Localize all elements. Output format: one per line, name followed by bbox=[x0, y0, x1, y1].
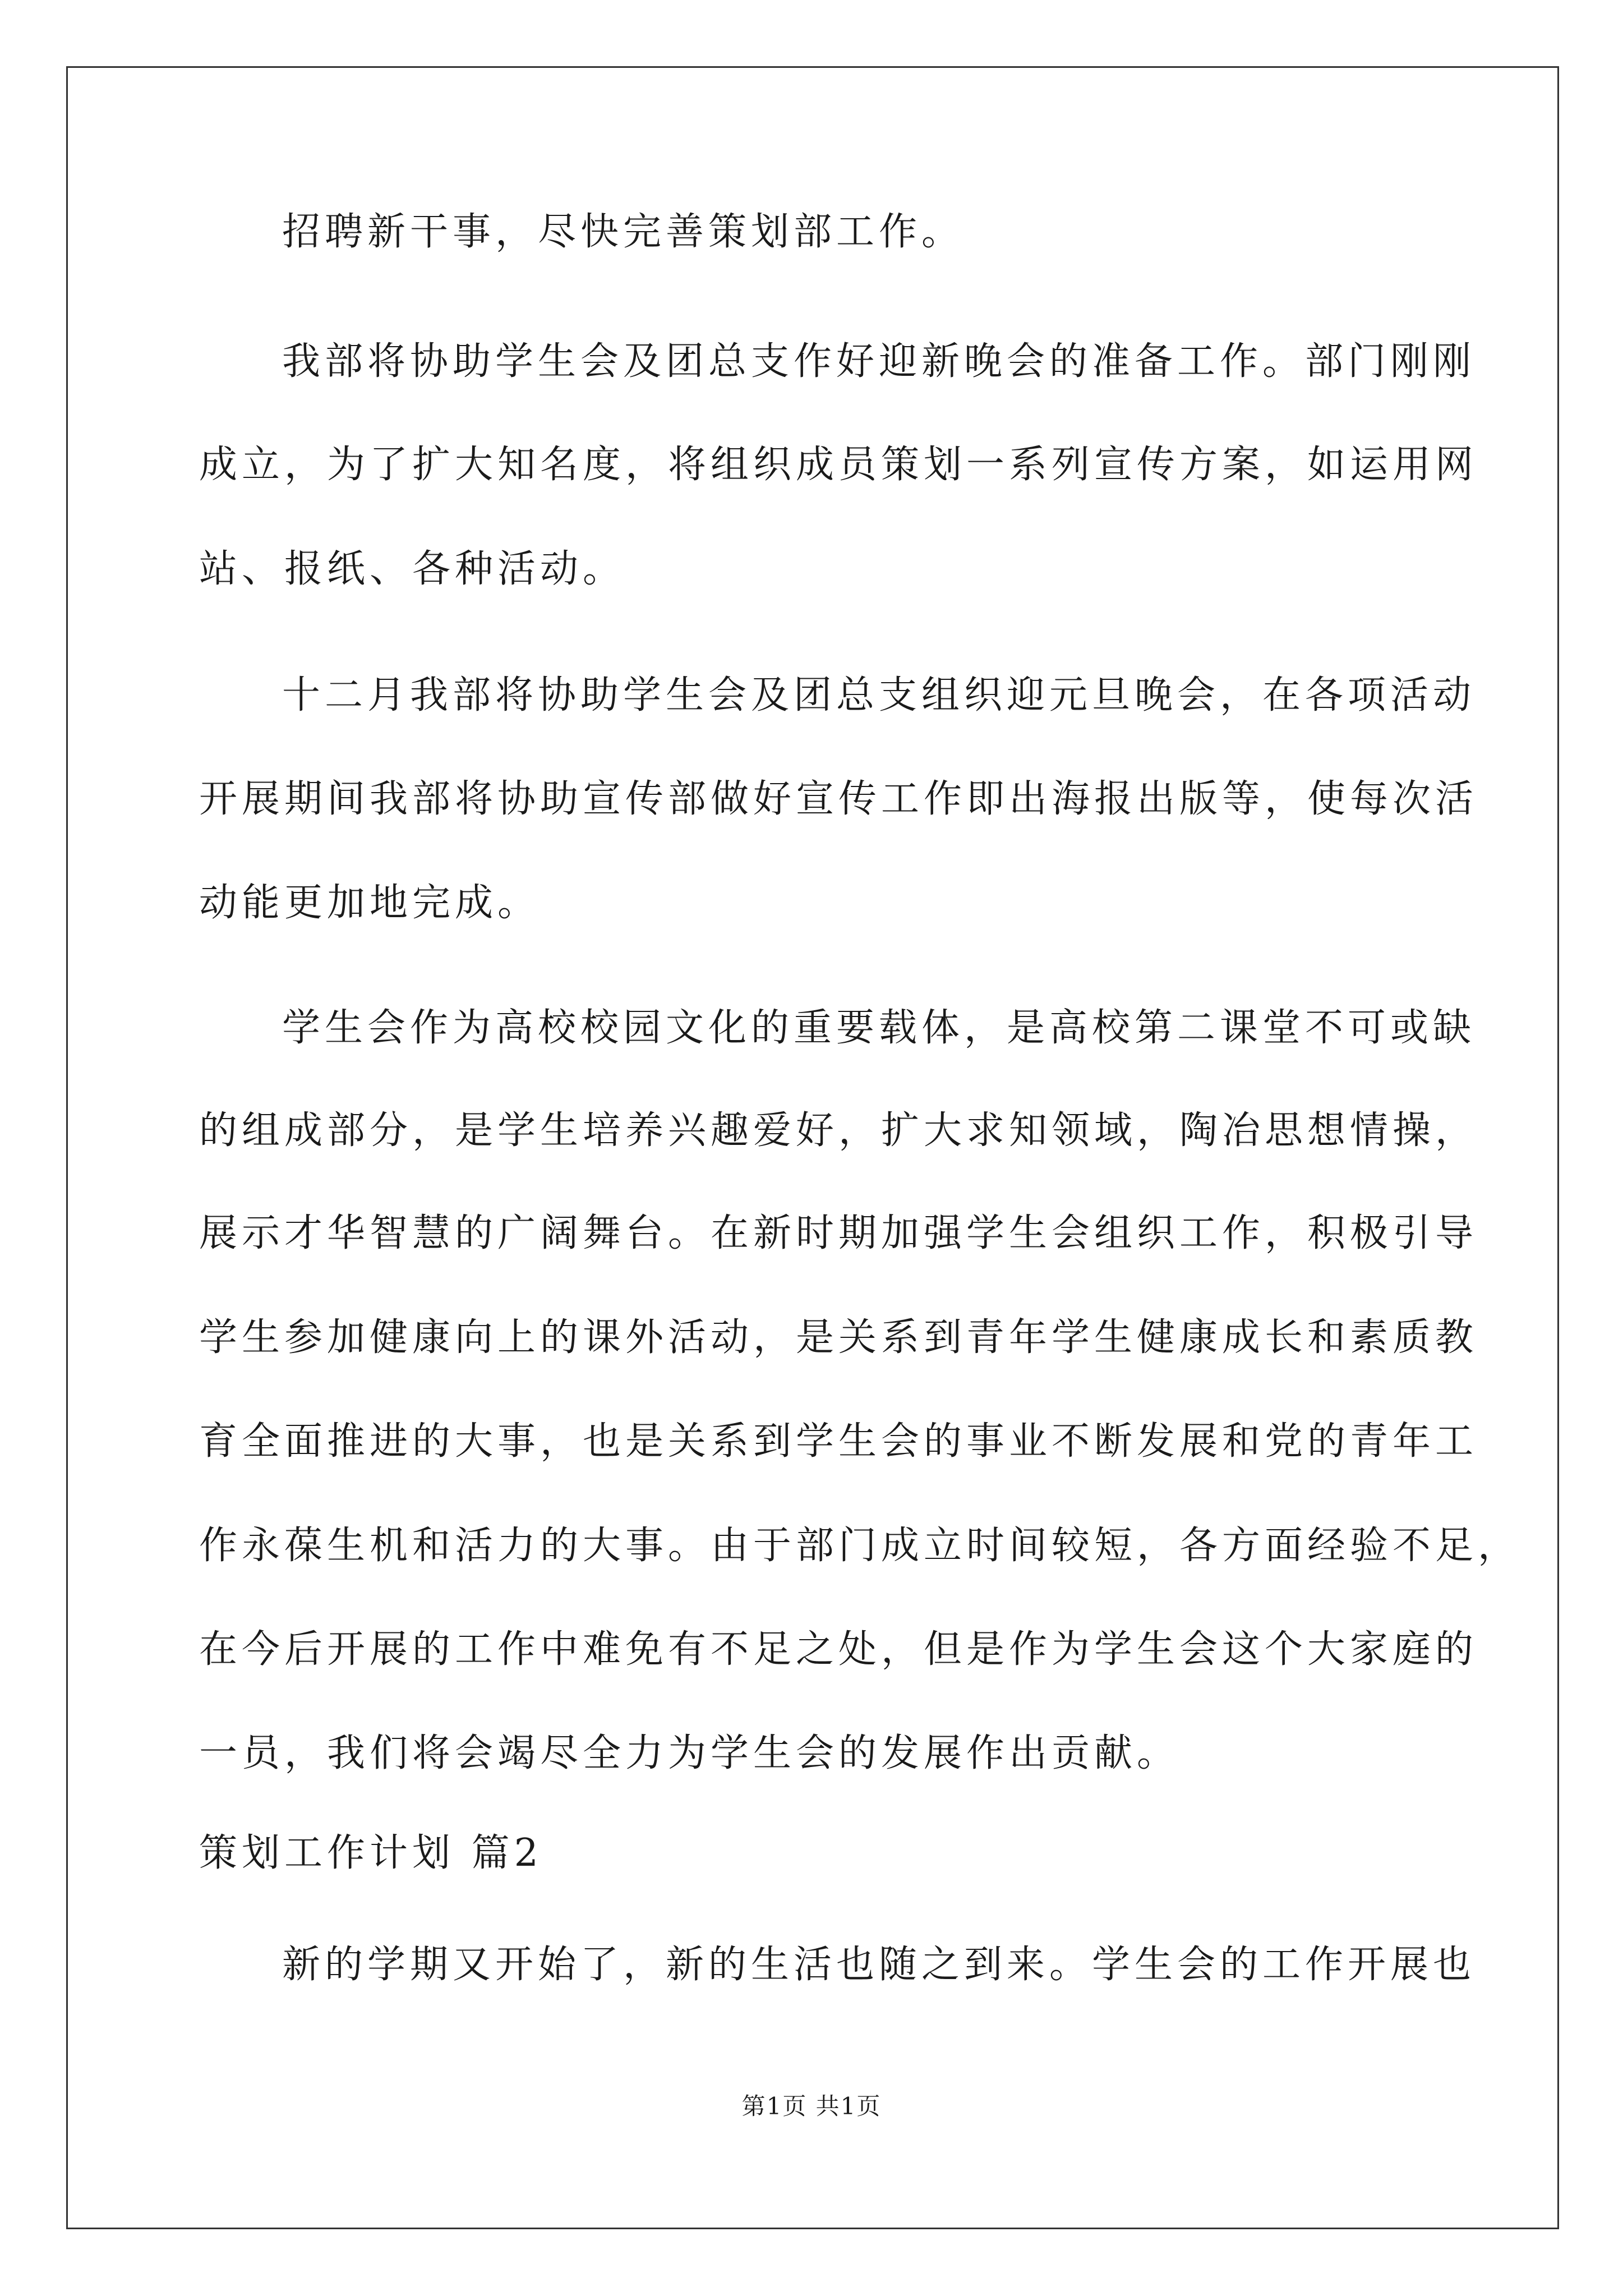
paragraph-line: 学生参加健康向上的课外活动，是关系到青年学生健康成长和素质教 bbox=[199, 1315, 1478, 1360]
paragraph-line: 成立，为了扩大知名度，将组织成员策划一系列宣传方案，如运用网 bbox=[199, 443, 1478, 487]
paragraph-line: 作永葆生机和活力的大事。由于部门成立时间较短，各方面经验不足， bbox=[199, 1524, 1521, 1568]
paragraph-line: 我部将协助学生会及团总支作好迎新晚会的准备工作。部门刚刚 bbox=[282, 339, 1476, 384]
paragraph-line: 展示才华智慧的广阔舞台。在新时期加强学生会组织工作，积极引导 bbox=[199, 1211, 1478, 1255]
paragraph-line: 动能更加地完成。 bbox=[199, 881, 541, 925]
paragraph-line: 的组成部分，是学生培养兴趣爱好，扩大求知领域，陶冶思想情操， bbox=[199, 1108, 1478, 1153]
section-heading: 策划工作计划 篇2 bbox=[199, 1831, 543, 1875]
paragraph-line: 站、报纸、各种活动。 bbox=[199, 547, 626, 591]
paragraph-line: 开展期间我部将协助宣传部做好宣传工作即出海报出版等，使每次活 bbox=[199, 777, 1478, 821]
paragraph-line: 在今后开展的工作中难免有不足之处，但是作为学生会这个大家庭的 bbox=[199, 1627, 1478, 1672]
paragraph-line: 新的学期又开始了，新的生活也随之到来。学生会的工作开展也 bbox=[282, 1943, 1476, 1987]
paragraph-line: 招聘新干事，尽快完善策划部工作。 bbox=[282, 210, 965, 254]
paragraph-line: 学生会作为高校校园文化的重要载体，是高校第二课堂不可或缺 bbox=[282, 1006, 1476, 1050]
page-number-footer: 第1页 共1页 bbox=[741, 2092, 882, 2120]
paragraph-line: 十二月我部将协助学生会及团总支组织迎元旦晚会，在各项活动 bbox=[282, 673, 1476, 717]
paragraph-line: 育全面推进的大事，也是关系到学生会的事业不断发展和党的青年工 bbox=[199, 1419, 1478, 1464]
paragraph-line: 一员，我们将会竭尽全力为学生会的发展作出贡献。 bbox=[199, 1731, 1180, 1775]
